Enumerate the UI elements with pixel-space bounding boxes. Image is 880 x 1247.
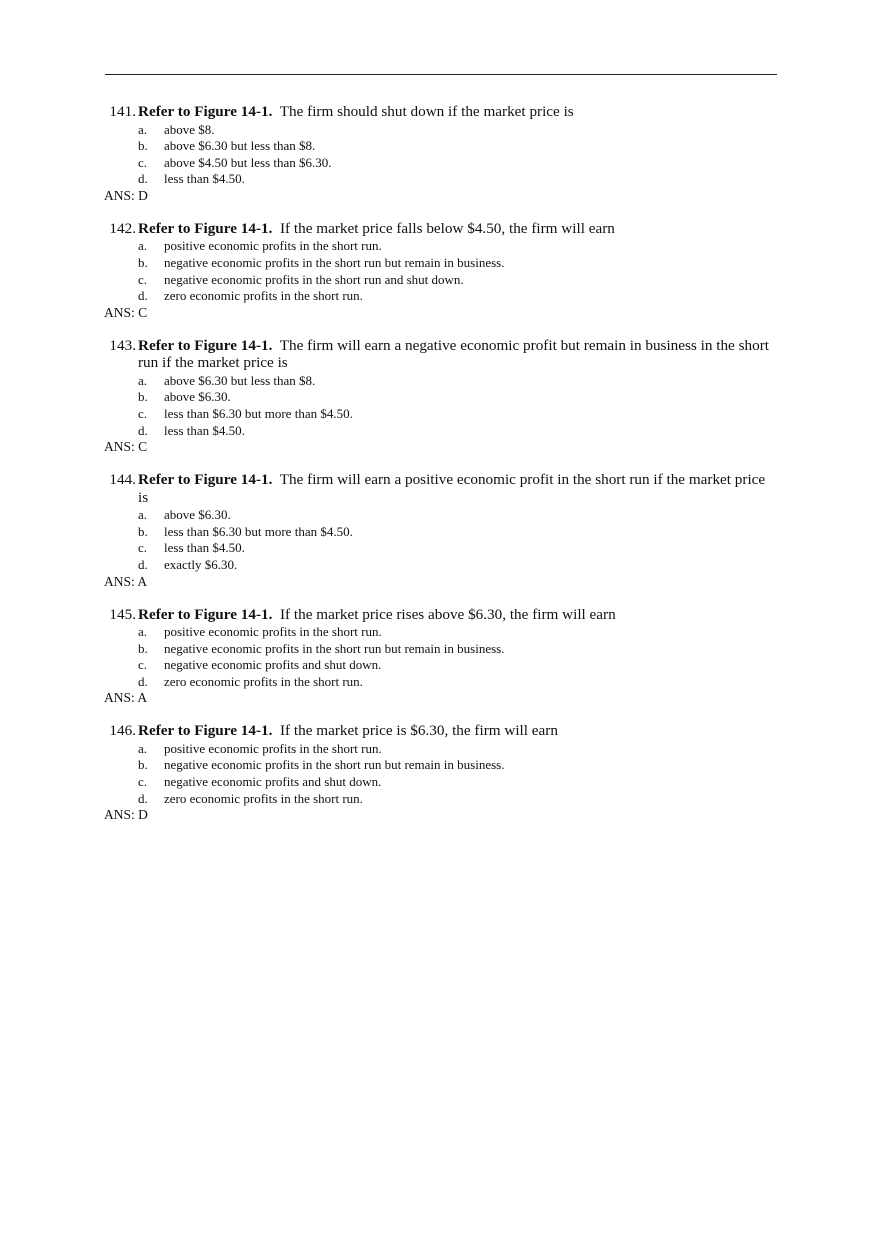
question-stem <box>104 103 774 121</box>
choice-text: negative economic profits in the short run but remain in business. <box>164 254 505 270</box>
choice-text: positive economic profits in the short run. <box>164 740 382 756</box>
answer-choices <box>104 373 774 439</box>
figure-reference: Refer to Figure 14-1. <box>138 722 273 740</box>
choice-letter: c. <box>138 271 148 287</box>
choice-a <box>138 741 774 758</box>
choice-a <box>138 122 774 139</box>
answer-key: ANS: C <box>104 439 148 455</box>
choice-text: positive economic profits in the short run. <box>164 238 382 254</box>
answer-choices <box>104 624 774 690</box>
choice-b <box>138 524 774 541</box>
question-text: The firm will earn a positive economic profit in the short run if the market price is <box>138 471 766 506</box>
choice-c <box>138 272 774 289</box>
choice-text: negative economic profits in the short run but remain in business. <box>164 640 505 656</box>
choice-letter: c. <box>138 774 148 790</box>
figure-reference: Refer to Figure 14-1. <box>138 605 273 623</box>
question-144 <box>104 471 774 589</box>
choice-letter: a. <box>138 121 148 137</box>
figure-reference: Refer to Figure 14-1. <box>138 219 273 237</box>
answer-key: ANS: D <box>104 187 148 203</box>
choice-text: above $4.50 but less than $6.30. <box>164 154 332 170</box>
choice-letter: b. <box>138 523 148 539</box>
answer-choices <box>104 238 774 304</box>
question-stem <box>104 606 774 624</box>
choice-text: above $6.30. <box>164 389 231 405</box>
question-number: 142. <box>109 219 136 237</box>
choice-letter: a. <box>138 507 148 523</box>
choice-letter: d. <box>138 790 148 806</box>
header-rule <box>105 74 777 75</box>
choice-text: negative economic profits and shut down. <box>164 657 382 673</box>
choice-letter: d. <box>138 422 148 438</box>
choice-letter: c. <box>138 405 148 421</box>
choice-text: positive economic profits in the short run. <box>164 624 382 639</box>
question-145 <box>104 606 774 707</box>
choice-letter: a. <box>138 238 148 254</box>
question-stem <box>104 337 774 372</box>
choice-c <box>138 155 774 172</box>
choice-b <box>138 138 774 155</box>
choice-text: less than $6.30 but more than $4.50. <box>164 523 353 539</box>
choice-text: zero economic profits in the short run. <box>164 288 363 304</box>
choice-text: above $6.30. <box>164 507 231 523</box>
question-text: The firm will earn a negative economic profit but remain in business in the short run if the market price is <box>138 336 769 372</box>
choice-text: zero economic profits in the short run. <box>164 790 363 806</box>
question-number: 146. <box>109 722 136 740</box>
question-text: If the market price is $6.30, the firm will earn <box>280 722 558 740</box>
choice-b <box>138 757 774 774</box>
choice-text: above $6.30 but less than $8. <box>164 372 316 388</box>
question-146 <box>104 722 774 823</box>
choice-text: less than $4.50. <box>164 422 245 438</box>
question-stem <box>104 722 774 740</box>
question-list <box>104 103 774 839</box>
choice-letter: a. <box>138 372 148 388</box>
choice-c <box>138 657 774 674</box>
choice-letter: d. <box>138 556 148 572</box>
choice-text: less than $4.50. <box>164 540 245 556</box>
question-text: If the market price rises above $6.30, the firm will earn <box>280 605 616 623</box>
choice-text: above $6.30 but less than $8. <box>164 138 316 154</box>
choice-letter: b. <box>138 389 148 405</box>
figure-reference: Refer to Figure 14-1. <box>138 103 273 120</box>
question-stem <box>104 220 774 238</box>
question-143 <box>104 337 774 455</box>
choice-c <box>138 406 774 423</box>
choice-b <box>138 389 774 406</box>
choice-b <box>138 641 774 658</box>
answer-choices <box>104 122 774 188</box>
choice-letter: a. <box>138 624 148 639</box>
question-number: 143. <box>109 336 136 354</box>
choice-text: less than $4.50. <box>164 171 245 187</box>
question-text: The firm should shut down if the market price is <box>279 103 574 120</box>
answer-key: ANS: C <box>104 304 148 320</box>
choice-text: negative economic profits in the short run but remain in business. <box>164 757 505 773</box>
choice-letter: c. <box>138 154 148 170</box>
choice-letter: a. <box>138 740 148 756</box>
choice-letter: c. <box>138 657 148 673</box>
choice-d <box>138 171 774 188</box>
question-number: 144. <box>109 471 136 489</box>
question-141 <box>104 103 774 204</box>
choice-text: zero economic profits in the short run. <box>164 673 363 689</box>
question-142 <box>104 220 774 321</box>
choice-letter: d. <box>138 171 148 187</box>
choice-d <box>138 791 774 808</box>
choice-text: less than $6.30 but more than $4.50. <box>164 405 353 421</box>
answer-key: ANS: A <box>104 690 148 706</box>
choice-text: above $8. <box>164 121 215 137</box>
choice-c <box>138 774 774 791</box>
choice-a <box>138 238 774 255</box>
choice-d <box>138 557 774 574</box>
answer-choices <box>104 741 774 807</box>
choice-letter: d. <box>138 288 148 304</box>
choice-a <box>138 624 774 641</box>
figure-reference: Refer to Figure 14-1. <box>138 336 273 354</box>
answer-choices <box>104 507 774 573</box>
choice-letter: d. <box>138 673 148 689</box>
figure-reference: Refer to Figure 14-1. <box>138 471 273 489</box>
answer-key: ANS: D <box>104 807 148 823</box>
choice-letter: b. <box>138 640 148 656</box>
choice-d <box>138 674 774 691</box>
choice-d <box>138 423 774 440</box>
choice-a <box>138 373 774 390</box>
question-text: If the market price falls below $4.50, the firm will earn <box>280 219 615 237</box>
question-number: 141. <box>109 103 136 120</box>
choice-letter: b. <box>138 757 148 773</box>
choice-text: negative economic profits and shut down. <box>164 774 382 790</box>
question-stem <box>104 471 774 506</box>
answer-key: ANS: A <box>104 573 148 589</box>
choice-a <box>138 507 774 524</box>
choice-b <box>138 255 774 272</box>
choice-c <box>138 540 774 557</box>
choice-text: exactly $6.30. <box>164 556 238 572</box>
choice-letter: b. <box>138 138 148 154</box>
choice-letter: c. <box>138 540 148 556</box>
choice-letter: b. <box>138 254 148 270</box>
choice-d <box>138 288 774 305</box>
choice-text: negative economic profits in the short run and shut down. <box>164 271 464 287</box>
question-number: 145. <box>109 605 136 623</box>
